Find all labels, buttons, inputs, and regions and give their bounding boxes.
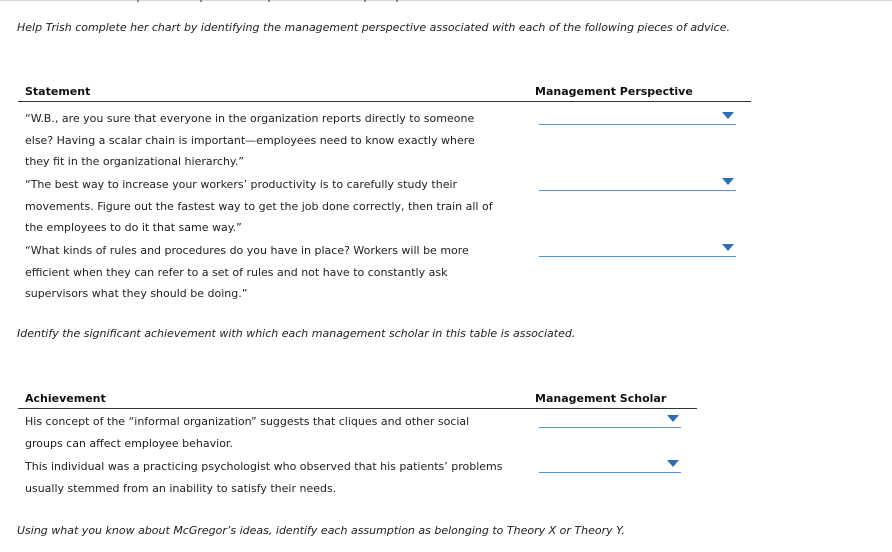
statement-line: “What kinds of rules and procedures do you have in place? Workers will be more: [25, 244, 469, 257]
caret-down-icon: [667, 460, 679, 467]
caret-down-icon: [722, 178, 734, 185]
statement-table-header: [18, 85, 751, 102]
statement-line: the employees to do it that same way.”: [25, 221, 242, 234]
caret-down-icon: [722, 244, 734, 251]
achievement-line: groups can affect employee behavior.: [25, 436, 233, 450]
achievement-line: usually stemmed from an inability to satisfy their needs.: [25, 481, 337, 495]
table-row: [18, 240, 751, 306]
table-row: [18, 456, 697, 501]
divider-tick: [268, 0, 270, 2]
statement-line: supervisors what they should be doing.”: [25, 287, 248, 300]
top-divider: [0, 0, 892, 1]
scholar-dropdown[interactable]: [539, 456, 681, 473]
table-row: [18, 411, 697, 456]
achievement-table: [18, 392, 697, 495]
statement-line: “W.B., are you sure that everyone in the organization reports directly to someone: [25, 112, 475, 125]
perspective-dropdown[interactable]: [539, 240, 736, 257]
statement-line: they fit in the organizational hierarchy.”: [25, 155, 245, 168]
achievement-table-header: [18, 392, 697, 409]
table-row: [18, 108, 751, 174]
scholar-column-header: Management Scholar: [535, 392, 667, 405]
statement-line: “The best way to increase your workers’ productivity is to carefully study their: [25, 178, 458, 191]
statement-column-header: Statement: [25, 85, 91, 98]
perspective-dropdown[interactable]: [539, 108, 736, 125]
instruction-achievement: Identify the significant achievement with which each management scholar in this table is associated.: [17, 327, 576, 340]
caret-down-icon: [667, 415, 679, 422]
statement-text: [25, 240, 469, 305]
achievement-line: His concept of the “informal organization” suggests that cliques and other social: [25, 415, 470, 428]
achievement-line: This individual was a practicing psychologist who observed that his patients’ problems: [25, 460, 503, 473]
divider-tick: [137, 0, 139, 2]
achievement-column-header: Achievement: [25, 392, 106, 405]
scholar-dropdown[interactable]: [539, 411, 681, 428]
instruction-perspective: Help Trish complete her chart by identifying the management perspective associated with each of the following pieces of advice.: [17, 21, 730, 34]
statement-table: [18, 85, 751, 300]
divider-tick: [396, 0, 398, 2]
perspective-column-header: Management Perspective: [535, 85, 693, 98]
perspective-dropdown[interactable]: [539, 174, 736, 191]
caret-down-icon: [722, 112, 734, 119]
statement-text: [25, 108, 475, 173]
statement-line: movements. Figure out the fastest way to get the job done correctly, then train all of: [25, 199, 493, 213]
divider-tick: [364, 0, 366, 2]
statement-line: else? Having a scalar chain is important—employees need to know exactly where: [25, 133, 475, 147]
achievement-text: [25, 456, 503, 499]
instruction-theory: Using what you know about McGregor’s ideas, identify each assumption as belonging to Theory X or Theory Y.: [17, 524, 625, 537]
table-row: [18, 174, 751, 240]
statement-line: efficient when they can refer to a set of rules and not have to constantly ask: [25, 265, 448, 279]
statement-text: [25, 174, 493, 239]
divider-tick: [200, 0, 202, 2]
achievement-text: [25, 411, 469, 454]
